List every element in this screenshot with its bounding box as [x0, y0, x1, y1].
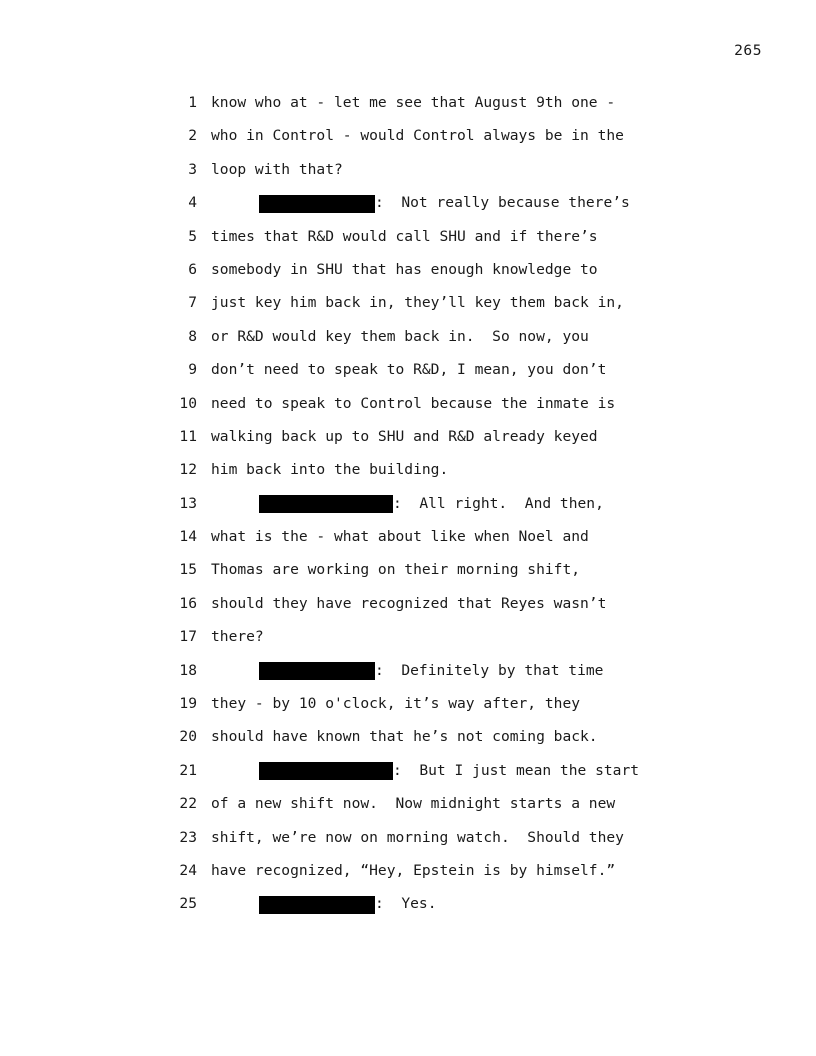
speaker-line [259, 761, 639, 781]
line-text: there? [211, 628, 264, 646]
line-text: walking back up to SHU and R&D already keyed [211, 427, 598, 445]
line-number: 13 [179, 494, 197, 512]
line-number: 11 [179, 427, 197, 445]
line-number: 15 [179, 561, 197, 579]
transcript-line [0, 427, 816, 460]
transcript-line [0, 160, 816, 193]
transcript-line [0, 227, 816, 260]
redaction-bar [259, 762, 393, 780]
transcript-line [0, 727, 816, 760]
speaker-line [259, 193, 630, 213]
line-text: they - by 10 o'clock, it’s way after, they [211, 695, 581, 713]
line-number: 20 [179, 728, 197, 746]
redaction-bar [259, 896, 375, 914]
transcript-line [0, 560, 816, 593]
line-number: 22 [179, 795, 197, 813]
line-text: just key him back in, they’ll key them back in, [211, 294, 624, 312]
transcript-lines [0, 93, 816, 928]
transcript-line [0, 627, 816, 660]
line-text: : But I just mean the start [393, 761, 640, 779]
line-text: or R&D would key them back in. So now, you [211, 327, 589, 345]
line-text: need to speak to Control because the inmate is [211, 394, 616, 412]
line-text: : Definitely by that time [375, 661, 604, 679]
line-text: loop with that? [211, 160, 343, 178]
line-text: somebody in SHU that has enough knowledge to [211, 260, 598, 278]
transcript-line [0, 761, 816, 794]
line-text: shift, we’re now on morning watch. Should they [211, 828, 624, 846]
line-number: 4 [188, 194, 197, 212]
line-number: 7 [188, 294, 197, 312]
line-text: : Yes. [375, 895, 437, 913]
line-number: 16 [179, 594, 197, 612]
line-number: 6 [188, 260, 197, 278]
transcript-line [0, 260, 816, 293]
transcript-line [0, 694, 816, 727]
transcript-line [0, 661, 816, 694]
redaction-bar [259, 495, 393, 513]
line-number: 21 [179, 761, 197, 779]
transcript-line [0, 93, 816, 126]
transcript-line [0, 394, 816, 427]
line-number: 1 [188, 94, 197, 111]
transcript-line [0, 527, 816, 560]
speaker-line [259, 494, 604, 514]
line-text: should they have recognized that Reyes wasn’t [211, 594, 607, 612]
transcript-line [0, 293, 816, 326]
line-number: 3 [188, 160, 197, 178]
line-text: : All right. And then, [393, 494, 604, 512]
line-number: 19 [179, 695, 197, 713]
line-number: 23 [179, 828, 197, 846]
line-number: 10 [179, 394, 197, 412]
line-number: 8 [188, 327, 197, 345]
line-number: 18 [179, 661, 197, 679]
line-number: 17 [179, 628, 197, 646]
line-number: 12 [179, 461, 197, 479]
line-text: what is the - what about like when Noel and [211, 528, 589, 546]
line-number: 9 [188, 361, 197, 379]
transcript-line [0, 494, 816, 527]
line-number: 5 [188, 227, 197, 245]
line-text: times that R&D would call SHU and if there’s [211, 227, 598, 245]
line-text: don’t need to speak to R&D, I mean, you don’t [211, 361, 607, 379]
line-text: have recognized, “Hey, Epstein is by himself.” [211, 861, 616, 879]
line-number: 25 [179, 895, 197, 913]
transcript-line [0, 126, 816, 159]
speaker-line [259, 661, 603, 681]
transcript-line [0, 193, 816, 226]
line-number: 2 [188, 127, 197, 145]
line-text: should have known that he’s not coming back. [211, 728, 598, 746]
redaction-bar [259, 662, 375, 680]
transcript-line [0, 828, 816, 861]
line-text: Thomas are working on their morning shift, [211, 561, 581, 579]
transcript-line [0, 894, 816, 927]
redaction-bar [259, 195, 375, 213]
transcript-line [0, 460, 816, 493]
transcript-line [0, 794, 816, 827]
transcript-line [0, 360, 816, 393]
line-text: : Not really because there’s [375, 194, 630, 212]
line-number: 14 [179, 528, 197, 546]
line-number: 24 [179, 861, 197, 879]
line-text: know who at - let me see that August 9th one - [211, 94, 616, 111]
line-text: of a new shift now. Now midnight starts a new [211, 795, 616, 813]
transcript-line [0, 861, 816, 894]
transcript-line [0, 594, 816, 627]
line-text: who in Control - would Control always be in the [211, 127, 624, 145]
speaker-line [259, 894, 437, 914]
line-text: him back into the building. [211, 461, 449, 479]
page-number: 265 [734, 42, 762, 59]
transcript-line [0, 327, 816, 360]
